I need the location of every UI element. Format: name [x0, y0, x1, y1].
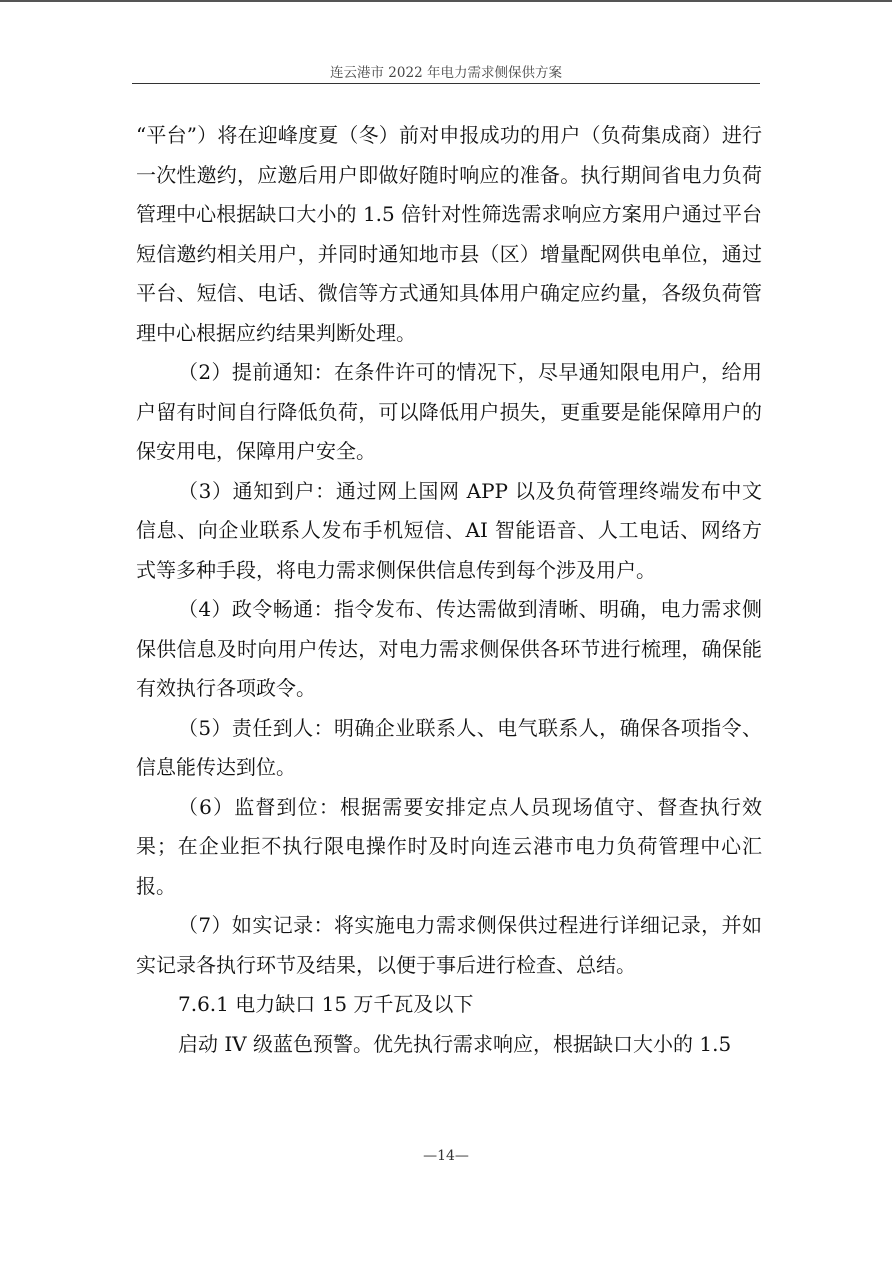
- paragraph-notify-households: （3）通知到户：通过网上国网 APP 以及负荷管理终端发布中文信息、向企业联系人发布手机短信、AI 智能语音、人工电话、网络方式等多种手段，将电力需求侧保供信息传到每个涉及用户。: [136, 478, 762, 582]
- page-number: —14—: [423, 1148, 469, 1164]
- paragraph-continuation: “平台”）将在迎峰度夏（冬）前对申报成功的用户（负荷集成商）进行一次性邀约，应邀后用户即做好随时响应的准备。执行期间省电力负荷管理中心根据缺口大小的 1.5 倍针对性筛选需求响应方案用户通过平台短信邀约相关用户，并同时通知地市县（区）增量配网供电单位，通过平台、短信、电话、微信等方式通知具体用户确定应约量，各级负荷管理中心根据应约结果判断处理。: [136, 123, 762, 345]
- page-header: 连云港市 2022 年电力需求侧保供方案: [330, 65, 562, 81]
- top-border-line: [0, 0, 892, 2]
- paragraph-level-iv-warning: 启动 IV 级蓝色预警。优先执行需求响应，根据缺口大小的 1.5: [178, 1031, 732, 1056]
- paragraph-supervision: （6）监督到位：根据需要安排定点人员现场值守、督查执行效果；在企业拒不执行限电操作时及时向连云港市电力负荷管理中心汇报。: [136, 794, 762, 898]
- paragraph-advance-notice: （2）提前通知：在条件许可的情况下，尽早通知限电用户，给用户留有时间自行降低负荷，可以降低用户损失，更重要是能保障用户的保安用电，保障用户安全。: [136, 360, 762, 463]
- document-body: [136, 116, 762, 1064]
- paragraph-responsibility: （5）责任到人：明确企业联系人、电气联系人，确保各项指令、信息能传达到位。: [136, 715, 762, 779]
- paragraph-smooth-orders: （4）政令畅通：指令发布、传达需做到清晰、明确，电力需求侧保供信息及时向用户传达，对电力需求侧保供各环节进行梳理，确保能有效执行各项政令。: [136, 597, 762, 700]
- header-rule: [132, 83, 760, 84]
- paragraph-records: （7）如实记录：将实施电力需求侧保供过程进行详细记录，并如实记录各执行环节及结果，以便于事后进行检查、总结。: [136, 913, 762, 977]
- section-heading-7-6-1: 7.6.1 电力缺口 15 万千瓦及以下: [178, 992, 474, 1016]
